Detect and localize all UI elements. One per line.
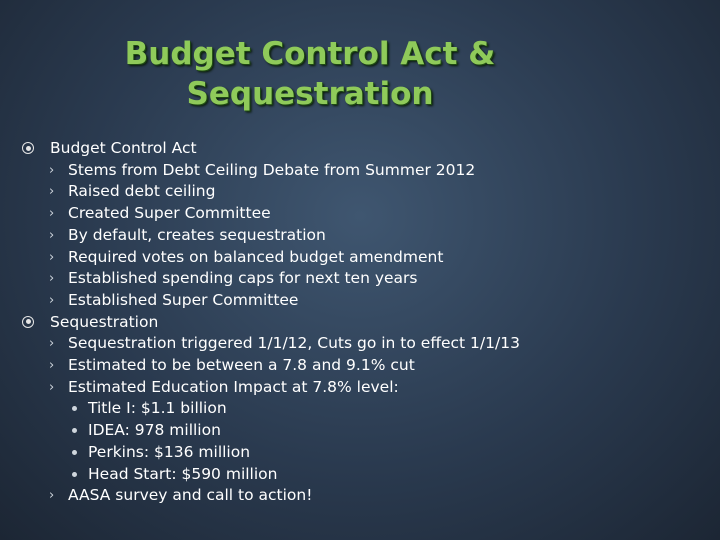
slide-title-line-2: Sequestration <box>186 76 434 112</box>
chevron-right-icon: › <box>49 379 55 395</box>
sub-bullet <box>22 203 702 225</box>
sub-sub-bullet <box>22 464 702 486</box>
sub-bullet <box>22 333 702 355</box>
bullet-text: Sequestration <box>50 312 159 331</box>
chevron-right-icon: › <box>49 271 55 287</box>
sub-bullet-text: Created Super Committee <box>68 204 271 223</box>
sub-bullet-text: Stems from Debt Ceiling Debate from Summer 2012 <box>68 160 476 179</box>
sub-bullet-text: Required votes on balanced budget amendment <box>68 247 444 266</box>
sub-bullet <box>22 160 702 182</box>
sub-bullet-text: Raised debt ceiling <box>68 182 216 201</box>
chevron-right-icon: › <box>49 488 55 504</box>
circle-bullet-icon <box>22 142 34 154</box>
sub-bullet-text: Estimated to be between a 7.8 and 9.1% cut <box>68 356 415 375</box>
sub-bullet <box>22 290 702 312</box>
sub-sub-bullet-text: Perkins: $136 million <box>88 442 251 461</box>
bullet-sequestration <box>22 312 702 334</box>
sub-sub-bullet-text: Title I: $1.1 billion <box>88 399 227 418</box>
chevron-right-icon: › <box>49 162 55 178</box>
sub-bullet-text: Established spending caps for next ten years <box>68 269 418 288</box>
sub-bullet-text: By default, creates sequestration <box>68 225 326 244</box>
sub-bullet <box>22 485 702 507</box>
sub-bullet <box>22 355 702 377</box>
sub-sub-bullet <box>22 420 702 442</box>
dot-bullet-icon <box>72 472 77 477</box>
slide-title-line-1: Budget Control Act & <box>124 36 496 72</box>
sub-bullet-text: Sequestration triggered 1/1/12, Cuts go in to effect 1/1/13 <box>68 334 520 353</box>
circle-bullet-icon <box>22 316 34 328</box>
sub-bullet-text: Estimated Education Impact at 7.8% level: <box>68 377 399 396</box>
chevron-right-icon: › <box>49 249 55 265</box>
chevron-right-icon: › <box>49 292 55 308</box>
bullet-budget-control-act <box>22 138 702 160</box>
dot-bullet-icon <box>72 406 77 411</box>
sub-bullet <box>22 181 702 203</box>
sub-bullet-text: Established Super Committee <box>68 290 299 309</box>
chevron-right-icon: › <box>49 227 55 243</box>
sub-bullet <box>22 247 702 269</box>
sub-bullet-text: AASA survey and call to action! <box>68 486 313 505</box>
chevron-right-icon: › <box>49 358 55 374</box>
chevron-right-icon: › <box>49 206 55 222</box>
sub-sub-bullet-text: Head Start: $590 million <box>88 464 278 483</box>
dot-bullet-icon <box>72 428 77 433</box>
sub-bullet <box>22 377 702 399</box>
chevron-right-icon: › <box>49 336 55 352</box>
sub-sub-bullet-text: IDEA: 978 million <box>88 421 221 440</box>
sub-sub-bullet <box>22 442 702 464</box>
bullet-text: Budget Control Act <box>50 139 197 157</box>
sub-bullet <box>22 268 702 290</box>
slide-content <box>22 138 702 507</box>
dot-bullet-icon <box>72 450 77 455</box>
slide-title <box>0 34 620 114</box>
chevron-right-icon: › <box>49 184 55 200</box>
sub-bullet <box>22 225 702 247</box>
sub-sub-bullet <box>22 398 702 420</box>
